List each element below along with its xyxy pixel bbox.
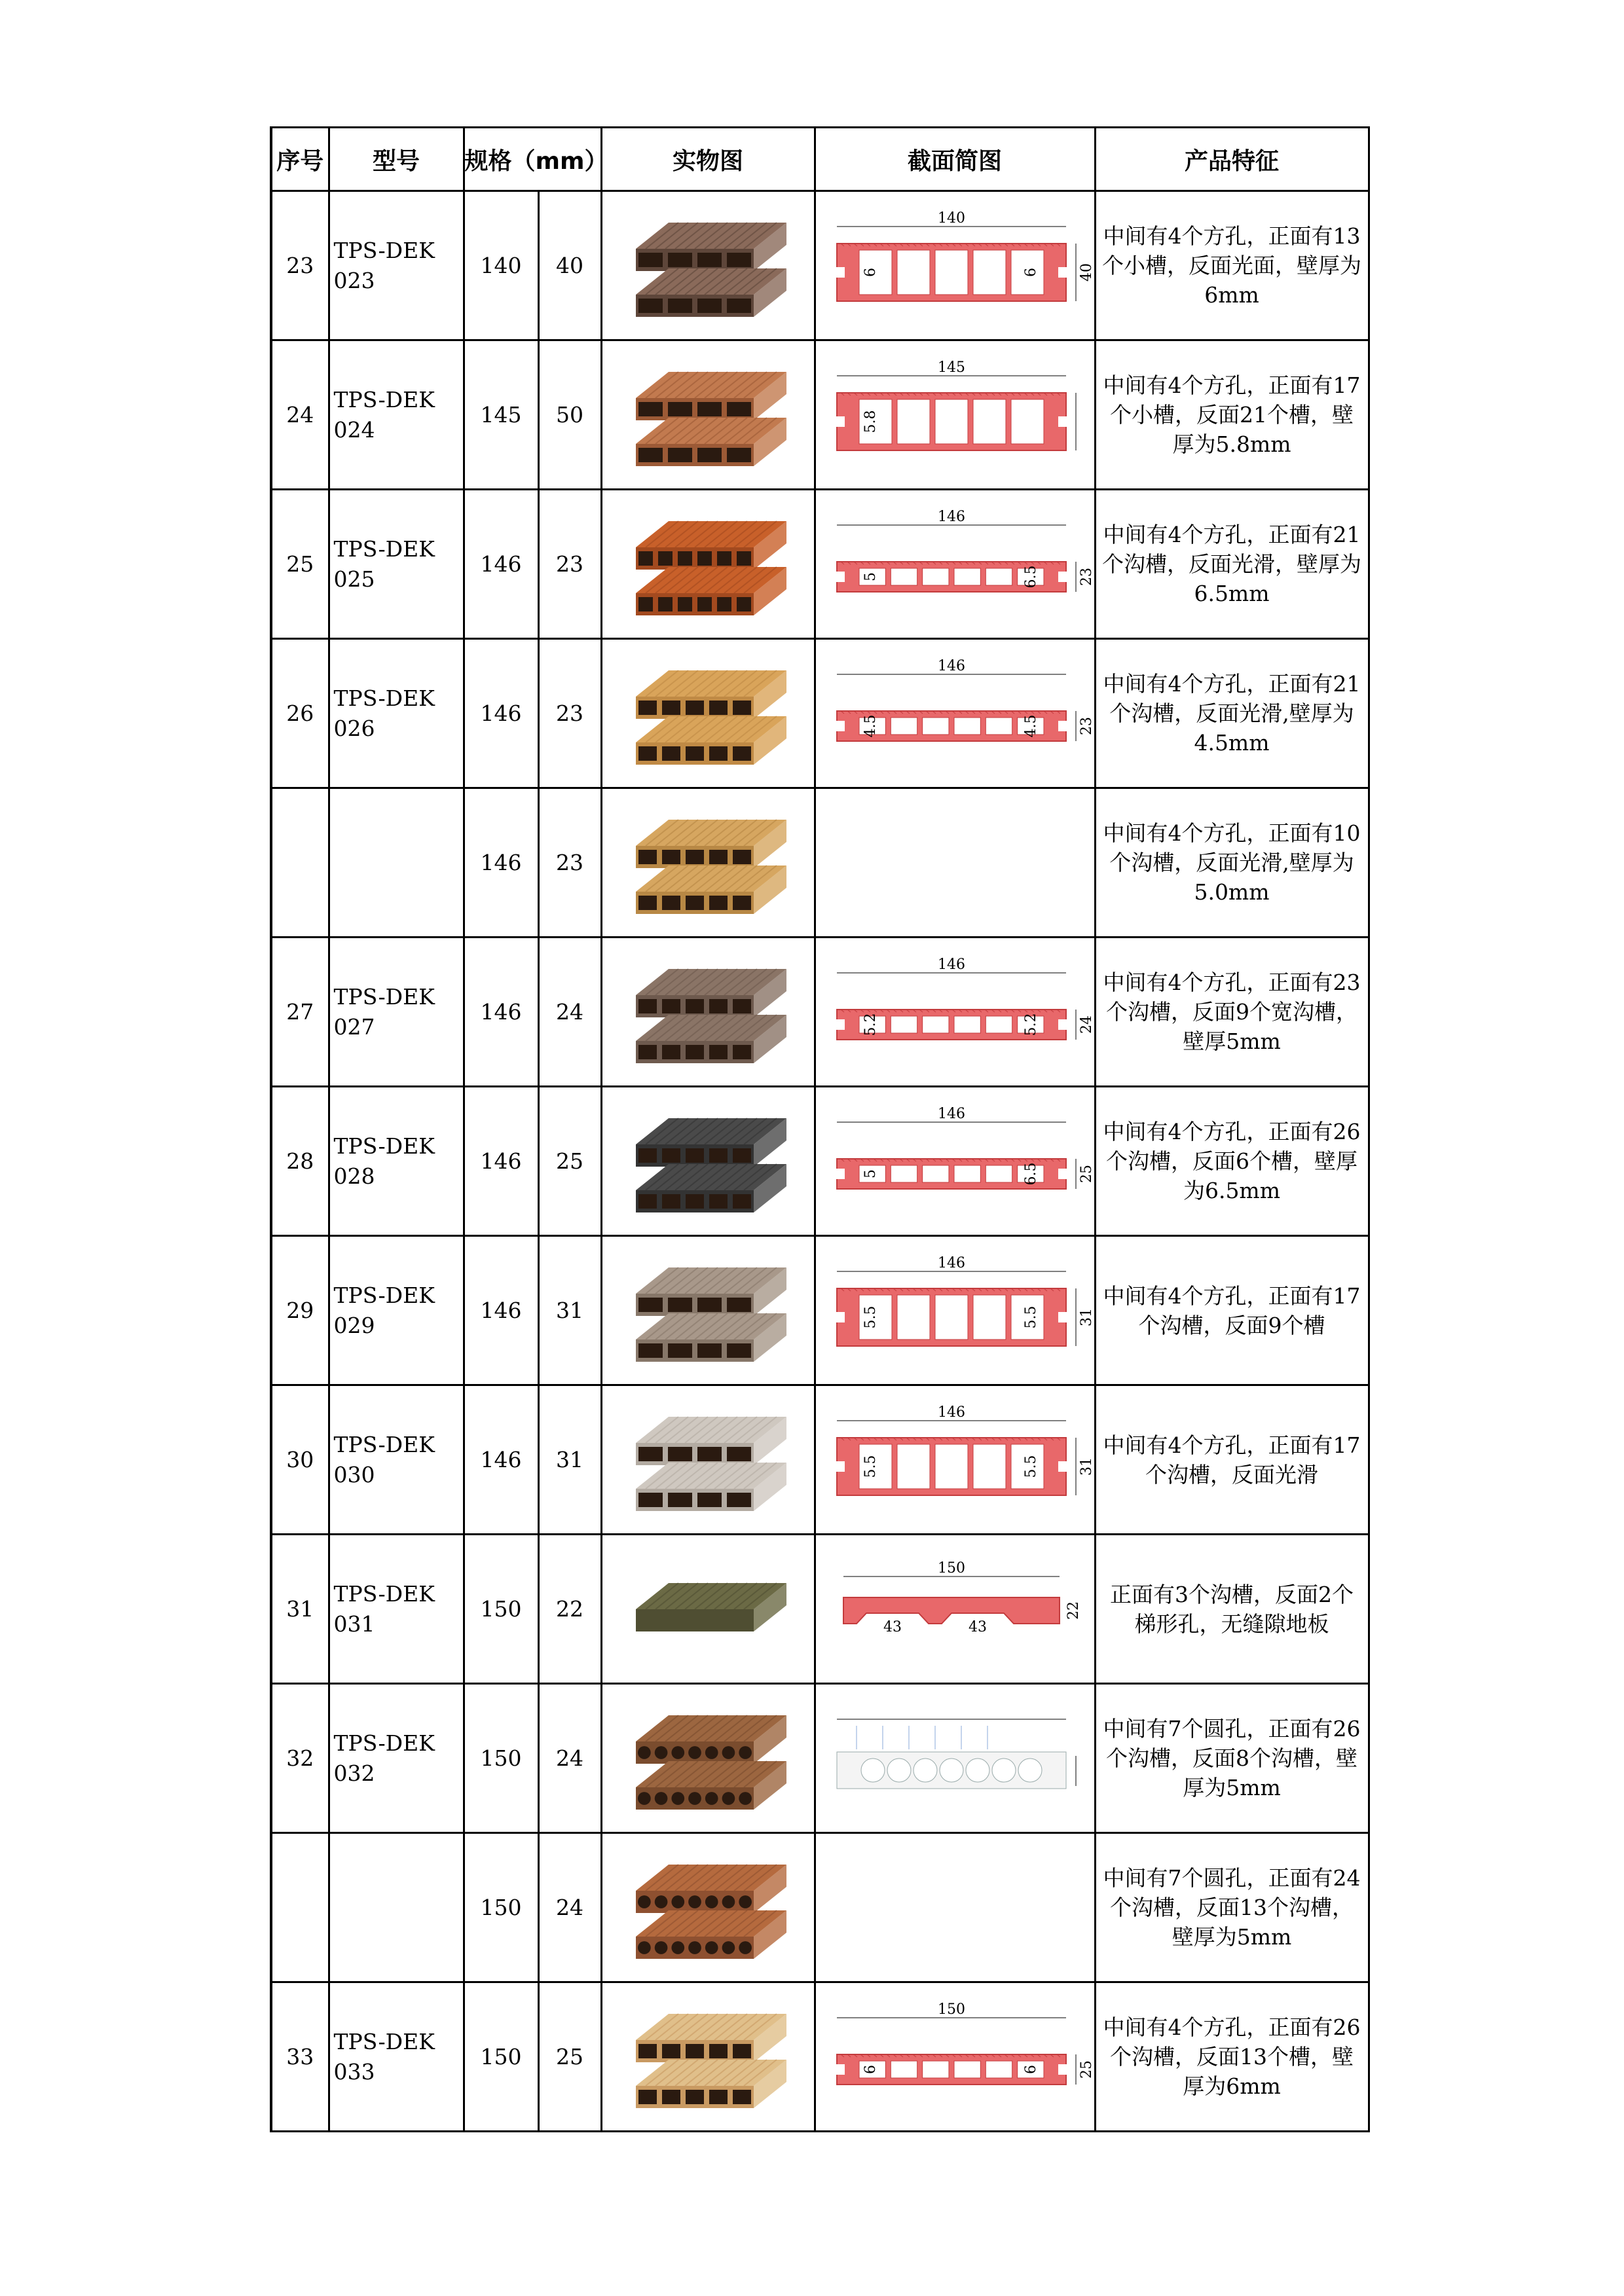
svg-text:146: 146 bbox=[938, 508, 965, 525]
board-2 bbox=[636, 2060, 786, 2108]
model-line-2: 024 bbox=[333, 416, 375, 443]
product-photo bbox=[610, 499, 806, 630]
cell-photo bbox=[601, 938, 815, 1087]
cell-photo bbox=[601, 1535, 815, 1684]
cell-width: 146 bbox=[464, 788, 538, 938]
cell-feature: 中间有4个方孔，正面有21个沟槽，反面光滑,壁厚为4.5mm bbox=[1095, 639, 1369, 788]
cell-section bbox=[815, 1087, 1095, 1236]
board-1 bbox=[636, 1715, 786, 1764]
cell-section bbox=[815, 1833, 1095, 1982]
cell-no bbox=[271, 788, 329, 938]
cell-width: 140 bbox=[464, 191, 538, 340]
svg-text:6: 6 bbox=[862, 267, 879, 277]
svg-text:25: 25 bbox=[1079, 2060, 1095, 2079]
table-row bbox=[271, 1833, 1369, 1982]
cell-no: 31 bbox=[271, 1535, 329, 1684]
table-row bbox=[271, 1535, 1369, 1684]
cell-section bbox=[815, 639, 1095, 788]
svg-text:4.5: 4.5 bbox=[1023, 714, 1039, 737]
cell-model bbox=[329, 788, 464, 938]
svg-text:5.5: 5.5 bbox=[862, 1305, 879, 1328]
cell-no bbox=[271, 1833, 329, 1982]
model-line-2: 033 bbox=[333, 2058, 375, 2085]
cell-feature: 中间有4个方孔，正面有21个沟槽，反面光滑，壁厚为6.5mm bbox=[1095, 490, 1369, 639]
svg-text:140: 140 bbox=[938, 210, 965, 227]
cell-thickness: 25 bbox=[538, 1087, 601, 1236]
cell-thickness: 23 bbox=[538, 788, 601, 938]
svg-text:150: 150 bbox=[938, 1559, 965, 1576]
table-row bbox=[271, 639, 1369, 788]
board-2 bbox=[636, 1015, 786, 1063]
cell-width: 146 bbox=[464, 1385, 538, 1535]
cell-thickness: 31 bbox=[538, 1236, 601, 1385]
table-row bbox=[271, 1236, 1369, 1385]
board-1 bbox=[636, 521, 786, 570]
cell-feature: 中间有4个方孔，正面有17个沟槽，反面9个槽 bbox=[1095, 1236, 1369, 1385]
cell-model bbox=[329, 1236, 464, 1385]
svg-text:43: 43 bbox=[883, 1618, 902, 1635]
header-no: 序号 bbox=[271, 128, 329, 191]
cell-no: 26 bbox=[271, 639, 329, 788]
cross-section-diagram bbox=[817, 1550, 1092, 1668]
cell-no: 28 bbox=[271, 1087, 329, 1236]
model-line-1: TPS-DEK bbox=[333, 237, 435, 263]
model-line-1: TPS-DEK bbox=[333, 386, 435, 412]
table-row bbox=[271, 1684, 1369, 1833]
svg-text:40: 40 bbox=[1079, 263, 1095, 282]
cross-section-diagram bbox=[817, 1252, 1095, 1370]
model-line-2: 032 bbox=[333, 1760, 375, 1786]
cell-photo bbox=[601, 191, 815, 340]
cross-section-diagram bbox=[817, 356, 1092, 474]
board-1 bbox=[636, 1417, 786, 1465]
model-line-1: TPS-DEK bbox=[333, 2028, 435, 2054]
svg-text:146: 146 bbox=[938, 1404, 965, 1421]
product-photo bbox=[610, 1842, 806, 1973]
model-line-2: 027 bbox=[333, 1013, 375, 1040]
board-2 bbox=[636, 1463, 786, 1511]
cell-photo bbox=[601, 340, 815, 490]
product-photo bbox=[610, 350, 806, 481]
model-line-2: 023 bbox=[333, 267, 375, 293]
svg-text:5.5: 5.5 bbox=[1023, 1305, 1039, 1328]
cell-section bbox=[815, 788, 1095, 938]
cell-feature: 中间有4个方孔，正面有17个沟槽，反面光滑 bbox=[1095, 1385, 1369, 1535]
cell-photo bbox=[601, 1385, 815, 1535]
product-photo bbox=[610, 1693, 806, 1824]
svg-text:146: 146 bbox=[938, 1105, 965, 1122]
svg-text:5: 5 bbox=[862, 572, 879, 581]
cell-no: 32 bbox=[271, 1684, 329, 1833]
svg-text:23: 23 bbox=[1079, 567, 1095, 586]
cell-width: 150 bbox=[464, 1833, 538, 1982]
board-1 bbox=[636, 372, 786, 420]
cell-feature: 正面有3个沟槽，反面2个梯形孔，无缝隙地板 bbox=[1095, 1535, 1369, 1684]
product-photo bbox=[610, 1245, 806, 1376]
header-feature: 产品特征 bbox=[1095, 128, 1369, 191]
model-line-2: 030 bbox=[333, 1461, 375, 1487]
cell-model bbox=[329, 340, 464, 490]
svg-text:25: 25 bbox=[1079, 1164, 1095, 1183]
cell-section bbox=[815, 191, 1095, 340]
table-row bbox=[271, 1087, 1369, 1236]
cell-feature: 中间有7个圆孔，正面有24个沟槽，反面13个沟槽，壁厚为5mm bbox=[1095, 1833, 1369, 1982]
cross-section-diagram bbox=[817, 505, 1095, 623]
board-1 bbox=[636, 969, 786, 1017]
board-1 bbox=[636, 1118, 786, 1167]
cell-width: 146 bbox=[464, 1087, 538, 1236]
cell-model bbox=[329, 938, 464, 1087]
cell-section bbox=[815, 1385, 1095, 1535]
model-line-2: 031 bbox=[333, 1611, 375, 1637]
product-photo bbox=[610, 1096, 806, 1227]
svg-text:6.5: 6.5 bbox=[1023, 565, 1039, 588]
board-1 bbox=[636, 2014, 786, 2062]
cell-thickness: 50 bbox=[538, 340, 601, 490]
board-2 bbox=[636, 567, 786, 615]
table-row bbox=[271, 191, 1369, 340]
board-2 bbox=[636, 1761, 786, 1810]
model-line-2: 026 bbox=[333, 715, 375, 741]
cell-width: 150 bbox=[464, 1684, 538, 1833]
cross-section-diagram bbox=[817, 1102, 1095, 1220]
cell-feature: 中间有4个方孔，正面有26个沟槽，反面13个槽，壁厚为6mm bbox=[1095, 1982, 1369, 2132]
cell-model bbox=[329, 1535, 464, 1684]
table-row bbox=[271, 938, 1369, 1087]
table-row bbox=[271, 340, 1369, 490]
cell-model bbox=[329, 1684, 464, 1833]
cell-photo bbox=[601, 1236, 815, 1385]
svg-text:150: 150 bbox=[938, 2001, 965, 2018]
svg-text:5.8: 5.8 bbox=[862, 410, 879, 433]
cell-photo bbox=[601, 1833, 815, 1982]
cell-feature: 中间有4个方孔，正面有10个沟槽，反面光滑,壁厚为5.0mm bbox=[1095, 788, 1369, 938]
svg-text:23: 23 bbox=[1079, 716, 1095, 735]
cross-section-diagram bbox=[817, 207, 1095, 325]
model-line-1: TPS-DEK bbox=[333, 1730, 435, 1756]
board-1 bbox=[636, 1583, 786, 1631]
cell-feature: 中间有4个方孔，正面有23个沟槽，反面9个宽沟槽，壁厚5mm bbox=[1095, 938, 1369, 1087]
cell-no: 25 bbox=[271, 490, 329, 639]
svg-text:24: 24 bbox=[1079, 1015, 1095, 1034]
cell-width: 150 bbox=[464, 1982, 538, 2132]
board-1 bbox=[636, 670, 786, 719]
cell-thickness: 40 bbox=[538, 191, 601, 340]
model-line-1: TPS-DEK bbox=[333, 1282, 435, 1308]
table-row bbox=[271, 788, 1369, 938]
model-line-1: TPS-DEK bbox=[333, 685, 435, 711]
cell-section bbox=[815, 938, 1095, 1087]
cell-width: 145 bbox=[464, 340, 538, 490]
cell-width: 146 bbox=[464, 938, 538, 1087]
product-table bbox=[270, 126, 1370, 2132]
cross-section-diagram bbox=[817, 1849, 1092, 1967]
cell-photo bbox=[601, 1087, 815, 1236]
cell-model bbox=[329, 1087, 464, 1236]
header-section: 截面简图 bbox=[815, 128, 1095, 191]
cell-thickness: 23 bbox=[538, 490, 601, 639]
cross-section-diagram bbox=[817, 1700, 1092, 1817]
svg-text:146: 146 bbox=[938, 1254, 965, 1271]
cell-no: 27 bbox=[271, 938, 329, 1087]
svg-text:146: 146 bbox=[938, 657, 965, 674]
model-line-2: 028 bbox=[333, 1163, 375, 1189]
cell-thickness: 24 bbox=[538, 938, 601, 1087]
cell-photo bbox=[601, 490, 815, 639]
board-1 bbox=[636, 223, 786, 271]
product-photo bbox=[610, 1394, 806, 1525]
cross-section-diagram bbox=[817, 804, 1092, 922]
cross-section-diagram bbox=[817, 1998, 1095, 2116]
cell-no: 24 bbox=[271, 340, 329, 490]
board-2 bbox=[636, 716, 786, 765]
cell-photo bbox=[601, 639, 815, 788]
svg-text:6.5: 6.5 bbox=[1023, 1162, 1039, 1185]
cell-width: 150 bbox=[464, 1535, 538, 1684]
svg-text:5.2: 5.2 bbox=[862, 1013, 879, 1036]
product-photo bbox=[610, 1544, 806, 1675]
header-photo: 实物图 bbox=[601, 128, 815, 191]
cell-section bbox=[815, 340, 1095, 490]
cell-model bbox=[329, 1833, 464, 1982]
svg-text:22: 22 bbox=[1065, 1601, 1082, 1620]
board-2 bbox=[636, 1313, 786, 1362]
product-photo bbox=[610, 200, 806, 331]
cross-section-diagram bbox=[817, 655, 1095, 773]
board-2 bbox=[636, 1910, 786, 1959]
svg-text:5.2: 5.2 bbox=[1023, 1013, 1039, 1036]
product-photo bbox=[610, 648, 806, 779]
svg-text:6: 6 bbox=[1023, 267, 1039, 277]
cell-feature: 中间有4个方孔，正面有13个小槽，反面光面，壁厚为6mm bbox=[1095, 191, 1369, 340]
cell-model bbox=[329, 1982, 464, 2132]
header-spec: 规格（mm） bbox=[464, 128, 601, 191]
model-line-1: TPS-DEK bbox=[333, 1580, 435, 1607]
svg-text:6: 6 bbox=[862, 2064, 879, 2074]
header-row bbox=[271, 128, 1369, 191]
cell-width: 146 bbox=[464, 1236, 538, 1385]
cell-model bbox=[329, 639, 464, 788]
board-2 bbox=[636, 1164, 786, 1212]
model-line-1: TPS-DEK bbox=[333, 1133, 435, 1159]
product-photo bbox=[610, 797, 806, 928]
cell-section bbox=[815, 1236, 1095, 1385]
model-line-2: 029 bbox=[333, 1312, 375, 1338]
model-line-2: 025 bbox=[333, 566, 375, 592]
cell-model bbox=[329, 490, 464, 639]
cell-thickness: 31 bbox=[538, 1385, 601, 1535]
cell-width: 146 bbox=[464, 490, 538, 639]
table-row bbox=[271, 1385, 1369, 1535]
cell-thickness: 24 bbox=[538, 1684, 601, 1833]
product-photo bbox=[610, 1992, 806, 2123]
board-2 bbox=[636, 866, 786, 914]
svg-text:31: 31 bbox=[1079, 1307, 1095, 1326]
cell-feature: 中间有4个方孔，正面有17个小槽，反面21个槽，壁厚为5.8mm bbox=[1095, 340, 1369, 490]
header-model: 型号 bbox=[329, 128, 464, 191]
cell-feature: 中间有4个方孔，正面有26个沟槽，反面6个槽，壁厚为6.5mm bbox=[1095, 1087, 1369, 1236]
cell-photo bbox=[601, 1684, 815, 1833]
cell-thickness: 22 bbox=[538, 1535, 601, 1684]
cell-no: 23 bbox=[271, 191, 329, 340]
svg-text:5.5: 5.5 bbox=[1023, 1455, 1039, 1478]
svg-text:31: 31 bbox=[1079, 1457, 1095, 1476]
board-2 bbox=[636, 418, 786, 466]
model-line-1: TPS-DEK bbox=[333, 983, 435, 1010]
cell-width: 146 bbox=[464, 639, 538, 788]
cell-section bbox=[815, 1535, 1095, 1684]
cell-thickness: 24 bbox=[538, 1833, 601, 1982]
table-row bbox=[271, 490, 1369, 639]
model-line-1: TPS-DEK bbox=[333, 536, 435, 562]
board-1 bbox=[636, 820, 786, 868]
svg-text:4.5: 4.5 bbox=[862, 714, 879, 737]
board-1 bbox=[636, 1865, 786, 1913]
cell-model bbox=[329, 191, 464, 340]
cell-section bbox=[815, 1684, 1095, 1833]
board-2 bbox=[636, 268, 786, 317]
cell-no: 30 bbox=[271, 1385, 329, 1535]
cell-no: 33 bbox=[271, 1982, 329, 2132]
cell-no: 29 bbox=[271, 1236, 329, 1385]
cell-feature: 中间有7个圆孔，正面有26个沟槽，反面8个沟槽，壁厚为5mm bbox=[1095, 1684, 1369, 1833]
svg-text:5.5: 5.5 bbox=[862, 1455, 879, 1478]
cell-section bbox=[815, 1982, 1095, 2132]
svg-text:5: 5 bbox=[862, 1169, 879, 1178]
cell-photo bbox=[601, 788, 815, 938]
cell-photo bbox=[601, 1982, 815, 2132]
product-photo bbox=[610, 947, 806, 1078]
svg-text:146: 146 bbox=[938, 956, 965, 973]
cell-section bbox=[815, 490, 1095, 639]
cross-section-diagram bbox=[817, 953, 1095, 1071]
model-line-1: TPS-DEK bbox=[333, 1431, 435, 1457]
cross-section-diagram bbox=[817, 1401, 1095, 1519]
board-1 bbox=[636, 1267, 786, 1316]
table-row bbox=[271, 1982, 1369, 2132]
svg-text:145: 145 bbox=[938, 359, 965, 376]
cell-model bbox=[329, 1385, 464, 1535]
cell-thickness: 25 bbox=[538, 1982, 601, 2132]
svg-text:43: 43 bbox=[969, 1618, 987, 1635]
svg-text:6: 6 bbox=[1023, 2064, 1039, 2074]
cell-thickness: 23 bbox=[538, 639, 601, 788]
